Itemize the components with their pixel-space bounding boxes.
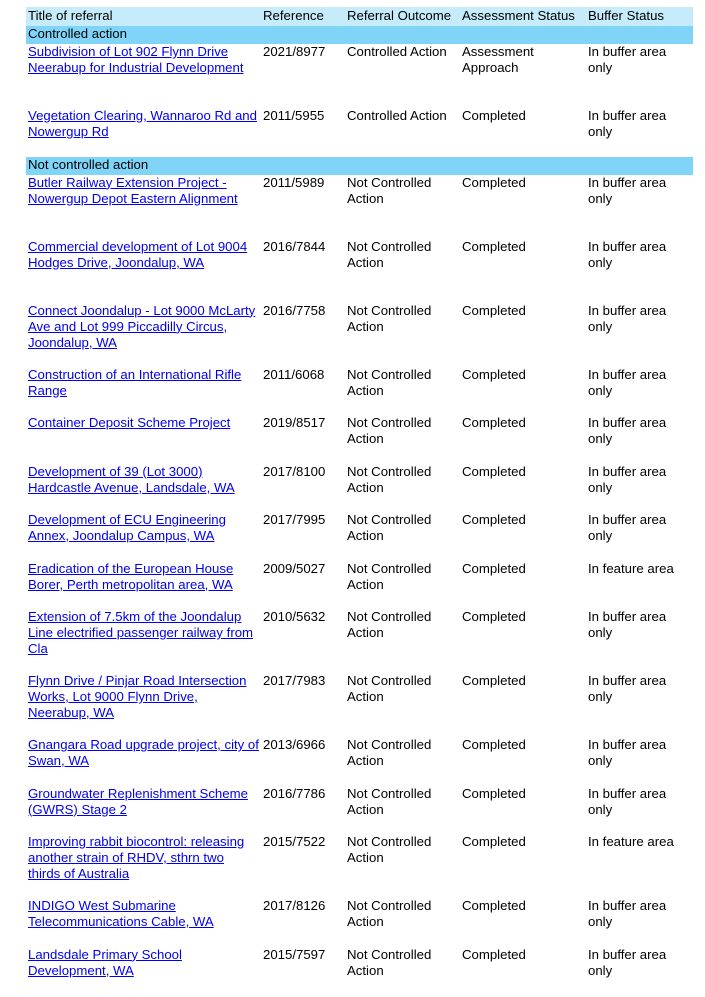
row-reference: 2021/8977 bbox=[263, 44, 326, 59]
group-header-not-controlled-action bbox=[26, 157, 693, 175]
row-outcome: Not Controlled Action bbox=[347, 834, 432, 865]
row-reference: 2016/7758 bbox=[263, 302, 326, 318]
table-row bbox=[26, 673, 693, 737]
referral-title-link[interactable]: Development of ECU Engineering Annex, Joondalup Campus, WA bbox=[28, 512, 226, 543]
row-outcome: Not Controlled Action bbox=[347, 415, 432, 446]
row-reference: 2015/7522 bbox=[263, 834, 326, 849]
table-row bbox=[26, 737, 693, 786]
referral-title-link[interactable]: Vegetation Clearing, Wannaroo Rd and Nowergup Rd bbox=[28, 108, 257, 139]
table-row bbox=[26, 108, 693, 157]
referral-title-link[interactable]: Commercial development of Lot 9004 Hodges Drive, Joondalup, WA bbox=[28, 238, 248, 270]
referral-title-link[interactable]: Groundwater Replenishment Scheme (GWRS) Stage 2 bbox=[28, 785, 248, 817]
row-assessment: Completed bbox=[462, 512, 526, 527]
row-title-cell bbox=[26, 673, 261, 737]
row-buffer: In buffer area only bbox=[588, 737, 667, 768]
row-outcome: Not Controlled Action bbox=[347, 609, 432, 640]
referrals-table bbox=[26, 7, 693, 995]
row-outcome: Not Controlled Action bbox=[347, 785, 432, 817]
row-buffer: In buffer area only bbox=[588, 673, 667, 704]
table-header-row bbox=[26, 7, 693, 26]
table-row bbox=[26, 239, 693, 303]
row-buffer: In buffer area only bbox=[588, 609, 667, 640]
row-outcome: Not Controlled Action bbox=[347, 673, 432, 704]
table-row bbox=[26, 44, 693, 108]
row-title-cell bbox=[26, 303, 261, 367]
referral-title-link[interactable]: INDIGO West Submarine Telecommunications Cable, WA bbox=[28, 898, 214, 929]
table-row bbox=[26, 898, 693, 947]
row-title-cell bbox=[26, 415, 261, 464]
row-buffer: In buffer area only bbox=[588, 174, 667, 206]
row-outcome: Not Controlled Action bbox=[347, 512, 432, 543]
table-row bbox=[26, 609, 693, 673]
table-row bbox=[26, 175, 693, 239]
row-reference: 2011/5955 bbox=[263, 108, 325, 123]
row-reference: 2017/7983 bbox=[263, 673, 326, 688]
row-assessment: Completed bbox=[462, 108, 526, 123]
row-assessment: Completed bbox=[462, 560, 526, 576]
row-outcome: Controlled Action bbox=[347, 108, 447, 123]
row-title-cell bbox=[26, 561, 261, 610]
row-reference: 2019/8517 bbox=[263, 415, 326, 430]
row-assessment: Completed bbox=[462, 785, 526, 801]
column-header-buffer: Buffer Status bbox=[586, 7, 693, 26]
row-assessment: Completed bbox=[462, 302, 526, 318]
row-buffer: In buffer area only bbox=[588, 415, 667, 446]
referral-title-link[interactable]: Flynn Drive / Pinjar Road Intersection Works, Lot 9000 Flynn Drive, Neerabup, WA bbox=[28, 673, 247, 720]
group-header-controlled-action bbox=[26, 26, 693, 44]
row-assessment: Completed bbox=[462, 834, 526, 849]
referral-title-link[interactable]: Landsdale Primary School Development, WA bbox=[28, 946, 182, 978]
referral-title-link[interactable]: Construction of an International Rifle Range bbox=[28, 366, 242, 398]
row-buffer: In buffer area only bbox=[588, 898, 667, 929]
row-buffer: In buffer area only bbox=[588, 44, 667, 75]
row-reference: 2016/7844 bbox=[263, 238, 326, 254]
row-outcome: Not Controlled Action bbox=[347, 238, 432, 270]
row-title-cell bbox=[26, 44, 261, 108]
row-outcome: Not Controlled Action bbox=[347, 366, 432, 398]
referral-title-link[interactable]: Subdivision of Lot 902 Flynn Drive Neerabup for Industrial Development bbox=[28, 44, 244, 75]
row-buffer: In buffer area only bbox=[588, 238, 667, 270]
row-outcome: Controlled Action bbox=[347, 44, 447, 59]
row-title-cell bbox=[26, 367, 261, 416]
referral-title-link[interactable]: Development of 39 (Lot 3000) Hardcastle Avenue, Landsdale, WA bbox=[28, 463, 235, 495]
row-buffer: In feature area bbox=[588, 560, 674, 576]
column-header-reference: Reference bbox=[261, 7, 345, 26]
row-outcome: Not Controlled Action bbox=[347, 946, 432, 978]
row-reference: 2015/7597 bbox=[263, 946, 326, 962]
referral-title-link[interactable]: Butler Railway Extension Project - Nowergup Depot Eastern Alignment bbox=[28, 174, 238, 206]
referrals-table-container bbox=[26, 7, 693, 995]
row-buffer: In buffer area only bbox=[588, 785, 667, 817]
row-title-cell bbox=[26, 512, 261, 561]
row-assessment: Completed bbox=[462, 415, 526, 430]
column-header-outcome: Referral Outcome bbox=[345, 7, 460, 26]
row-outcome: Not Controlled Action bbox=[347, 898, 432, 929]
table-row bbox=[26, 367, 693, 416]
table-row bbox=[26, 947, 693, 996]
row-reference: 2017/8126 bbox=[263, 898, 326, 913]
row-buffer: In buffer area only bbox=[588, 463, 667, 495]
row-buffer: In buffer area only bbox=[588, 366, 667, 398]
row-reference: 2010/5632 bbox=[263, 609, 326, 624]
row-assessment: Completed bbox=[462, 673, 526, 688]
table-row bbox=[26, 303, 693, 367]
row-assessment: Completed bbox=[462, 737, 526, 752]
row-assessment: Completed bbox=[462, 946, 526, 962]
row-assessment: Completed bbox=[462, 174, 526, 190]
row-assessment: Completed bbox=[462, 609, 526, 624]
row-assessment: Completed bbox=[462, 238, 526, 254]
referral-title-link[interactable]: Extension of 7.5km of the Joondalup Line electrified passenger railway from Cla bbox=[28, 609, 254, 656]
column-header-title: Title of referral bbox=[26, 7, 261, 26]
row-title-cell bbox=[26, 464, 261, 513]
row-buffer: In buffer area only bbox=[588, 512, 667, 543]
row-title-cell bbox=[26, 175, 261, 239]
row-buffer: In buffer area only bbox=[588, 108, 667, 139]
row-title-cell bbox=[26, 786, 261, 835]
row-title-cell bbox=[26, 898, 261, 947]
table-row bbox=[26, 561, 693, 610]
row-outcome: Not Controlled Action bbox=[347, 463, 432, 495]
referral-title-link[interactable]: Gnangara Road upgrade project, city of Swan, WA bbox=[28, 737, 259, 768]
row-reference: 2016/7786 bbox=[263, 785, 326, 801]
row-reference: 2017/8100 bbox=[263, 463, 326, 479]
row-outcome: Not Controlled Action bbox=[347, 560, 432, 592]
referral-title-link[interactable]: Container Deposit Scheme Project bbox=[28, 415, 231, 430]
row-assessment: Completed bbox=[462, 463, 526, 479]
referral-title-link[interactable]: Eradication of the European House Borer, Perth metropolitan area, WA bbox=[28, 560, 234, 592]
table-row bbox=[26, 512, 693, 561]
row-assessment: Assessment Approach bbox=[462, 44, 534, 75]
referral-title-link[interactable]: Improving rabbit biocontrol: releasing another strain of RHDV, sthrn two thirds of Australia bbox=[28, 834, 245, 881]
row-buffer: In buffer area only bbox=[588, 302, 667, 334]
row-assessment: Completed bbox=[462, 366, 526, 382]
row-outcome: Not Controlled Action bbox=[347, 302, 432, 334]
table-row bbox=[26, 786, 693, 835]
table-row bbox=[26, 834, 693, 898]
row-title-cell bbox=[26, 834, 261, 898]
table-row bbox=[26, 464, 693, 513]
row-title-cell bbox=[26, 609, 261, 673]
row-title-cell bbox=[26, 239, 261, 303]
group-label: Not controlled action bbox=[26, 157, 693, 175]
row-outcome: Not Controlled Action bbox=[347, 174, 432, 206]
table-row bbox=[26, 415, 693, 464]
row-buffer: In buffer area only bbox=[588, 946, 667, 978]
row-assessment: Completed bbox=[462, 898, 526, 913]
row-reference: 2013/6966 bbox=[263, 737, 326, 752]
row-reference: 2017/7995 bbox=[263, 512, 326, 527]
row-buffer: In feature area bbox=[588, 834, 674, 849]
group-label: Controlled action bbox=[26, 26, 693, 44]
row-title-cell bbox=[26, 108, 261, 157]
referral-title-link[interactable]: Connect Joondalup - Lot 9000 McLarty Ave and Lot 999 Piccadilly Circus, Joondalup, WA bbox=[28, 302, 256, 350]
row-title-cell bbox=[26, 737, 261, 786]
row-outcome: Not Controlled Action bbox=[347, 737, 432, 768]
row-reference: 2011/5989 bbox=[263, 174, 325, 190]
row-reference: 2009/5027 bbox=[263, 560, 326, 576]
column-header-assessment: Assessment Status bbox=[460, 7, 586, 26]
row-reference: 2011/6068 bbox=[263, 366, 325, 382]
row-title-cell bbox=[26, 947, 261, 996]
